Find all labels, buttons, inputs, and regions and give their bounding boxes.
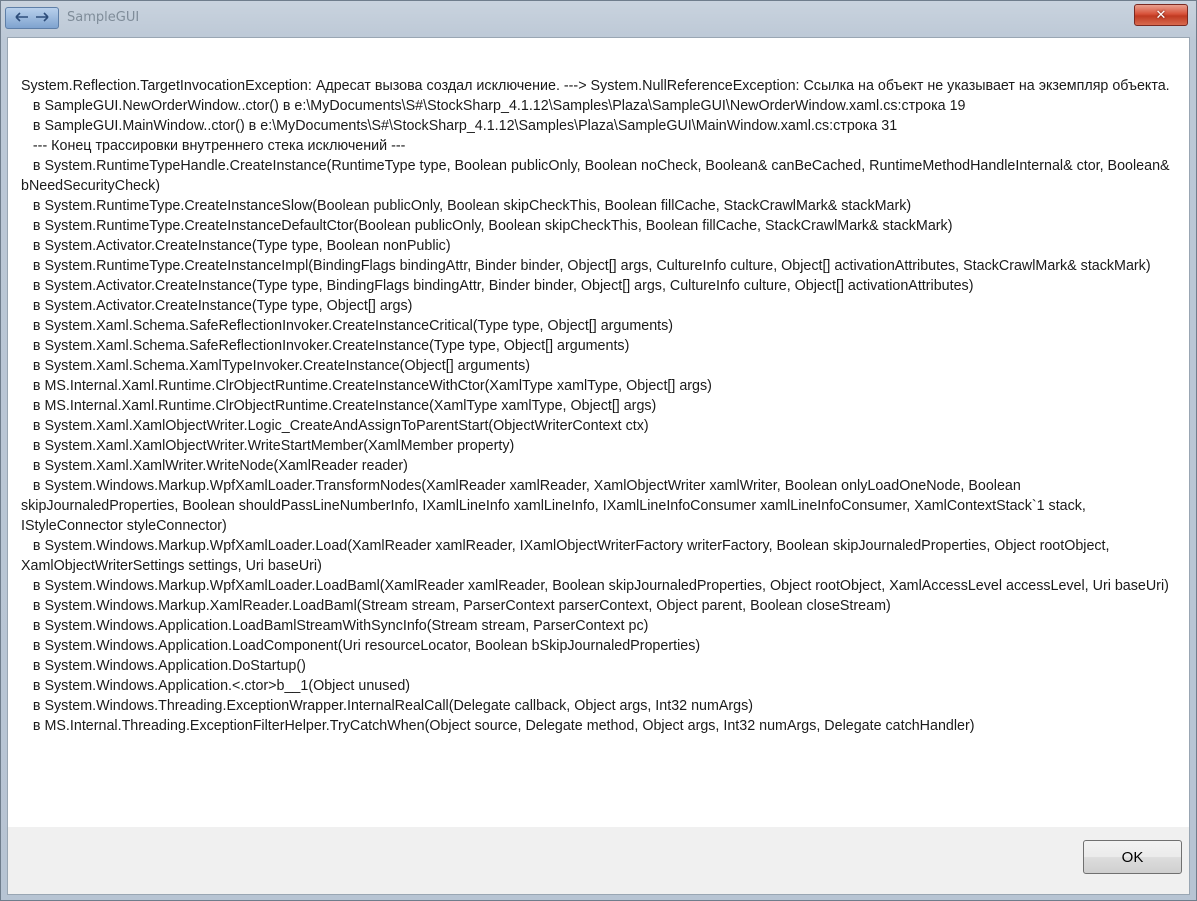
ok-button[interactable]: OK xyxy=(1083,840,1182,874)
window-menu-button[interactable] xyxy=(5,7,59,29)
dialog-footer xyxy=(8,827,1189,894)
close-icon: ✕ xyxy=(1155,7,1167,23)
dialog-content xyxy=(7,37,1190,895)
app-menu-icon-secondary xyxy=(35,12,49,25)
close-button[interactable] xyxy=(1134,4,1188,26)
window-title: SampleGUI xyxy=(67,10,140,25)
title-bar[interactable] xyxy=(1,1,1196,37)
app-menu-icon xyxy=(15,12,29,25)
exception-message: System.Reflection.TargetInvocationException: Адресат вызова создал исключение. ---> System.NullReferenceException: Ссылка на объект не указывает на экземпляр объекта. в SampleGUI.NewOrderWindow..ctor() в e:\MyDocuments\S#\StockSharp_4.1.12\Samples\Plaza\SampleGUI\NewOrderWindow.xaml.cs:строка 19 в SampleGUI.MainWindow..ctor() в e:\MyDocuments\S#\StockSharp_4.1.12\Samples\Plaza\SampleGUI\MainWindow.xaml.cs:строка 31 --- Конец трассировки внутреннего стека исключений --- в System.RuntimeTypeHandle.CreateInstance(RuntimeType type, Boolean publicOnly, Boolean noCheck, Boolean& canBeCached, RuntimeMethodHandleInternal& ctor, Boolean& bNeedSecurityCheck) в System.RuntimeType.CreateInstanceSlow(Boolean publicOnly, Boolean skipCheckThis, Boolean fillCache, StackCrawlMark& stackMark) в System.RuntimeType.CreateInstanceDefaultCtor(Boolean publicOnly, Boolean skipCheckThis, Boolean fillCache, StackCrawlMark& stackMark) в System.Activator.CreateInstance(Type type, Boolean nonPublic) в System.RuntimeType.CreateInstanceImpl(BindingFlags bindingAttr, Binder binder, Object[] args, CultureInfo culture, Object[] activationAttributes, StackCrawlMark& stackMark) в System.Activator.CreateInstance(Type type, BindingFlags bindingAttr, Binder binder, Object[] args, CultureInfo culture, Object[] activationAttributes) в System.Activator.CreateInstance(Type type, Object[] args) в System.Xaml.Schema.SafeReflectionInvoker.CreateInstanceCritical(Type type, Object[] arguments) в System.Xaml.Schema.SafeReflectionInvoker.CreateInstance(Type type, Object[] arguments) в System.Xaml.Schema.XamlTypeInvoker.CreateInstance(Object[] arguments) в MS.Internal.Xaml.Runtime.ClrObjectRuntime.CreateInstanceWithCtor(XamlType xamlType, Object[] args) в MS.Internal.Xaml.Runtime.ClrObjectRuntime.CreateInstance(XamlType xamlType, Object[] args) в System.Xaml.XamlObjectWriter.Logic_CreateAndAssignToParentStart(ObjectWriterContext ctx) в System.Xaml.XamlObjectWriter.WriteStartMember(XamlMember property) в System.Xaml.XamlWriter.WriteNode(XamlReader reader) в System.Windows.Markup.WpfXamlLoader.TransformNodes(XamlReader xamlReader, XamlObjectWriter xamlWriter, Boolean onlyLoadOneNode, Boolean skipJournaledProperties, Boolean shouldPassLineNumberInfo, IXamlLineInfo xamlLineInfo, IXamlLineInfoConsumer xamlLineInfoConsumer, XamlContextStack`1 stack, IStyleConnector styleConnector) в System.Windows.Markup.WpfXamlLoader.Load(XamlReader xamlReader, IXamlObjectWriterFactory writerFactory, Boolean skipJournaledProperties, Object rootObject, XamlObjectWriterSettings settings, Uri baseUri) в System.Windows.Markup.WpfXamlLoader.LoadBaml(XamlReader xamlReader, Boolean skipJournaledProperties, Object rootObject, XamlAccessLevel accessLevel, Uri baseUri) в System.Windows.Markup.XamlReader.LoadBaml(Stream stream, ParserContext parserContext, Object parent, Boolean closeStream) в System.Windows.Application.LoadBamlStreamWithSyncInfo(Stream stream, ParserContext pc) в System.Windows.Application.LoadComponent(Uri resourceLocator, Boolean bSkipJournaledProperties) в System.Windows.Application.DoStartup() в System.Windows.Application.<.ctor>b__1(Object unused) в System.Windows.Threading.ExceptionWrapper.InternalRealCall(Delegate callback, Object args, Int32 numArgs) в MS.Internal.Threading.ExceptionFilterHelper.TryCatchWhen(Object source, Delegate method, Object args, Int32 numArgs, Delegate catchHandler) xyxy=(21,78,1170,734)
